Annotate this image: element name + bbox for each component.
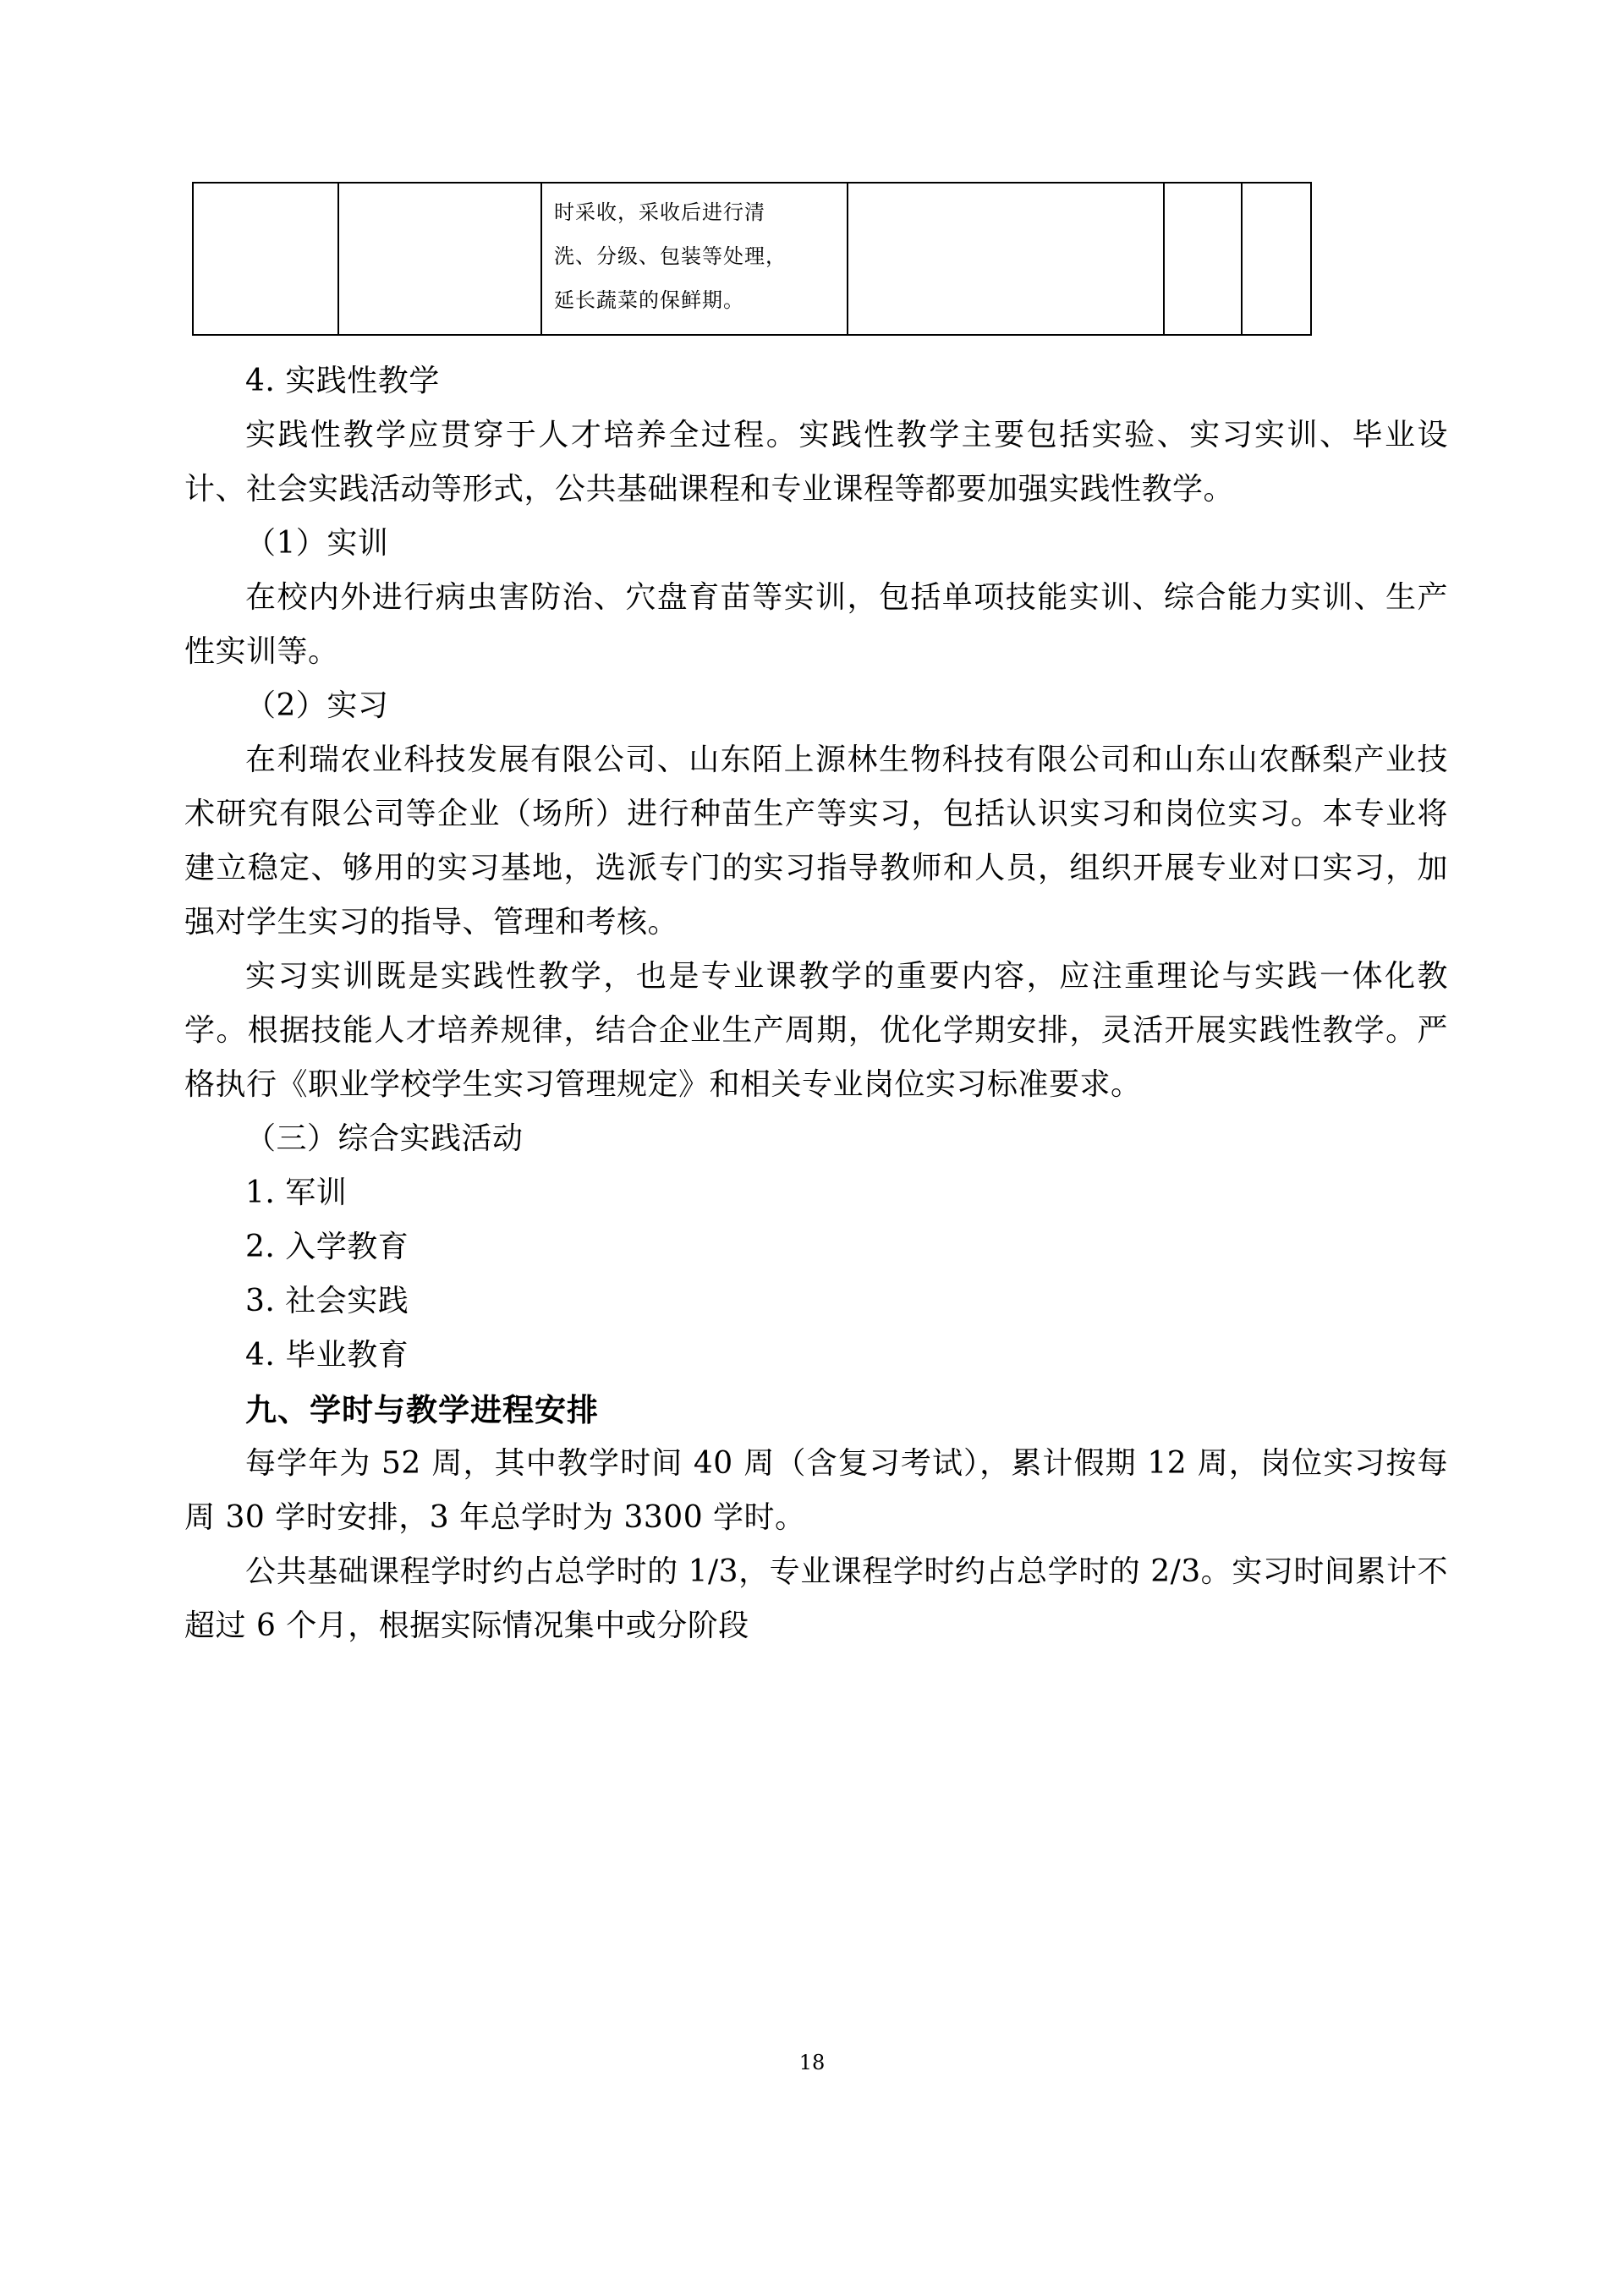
table-cell-col3-line2: 洗、分级、包装等处理， [554,244,787,268]
paragraph-internship-body: 在利瑞农业科技发展有限公司、山东陌上源林生物科技有限公司和山东山农酥梨产业技术研究有限公司等企业（场所）进行种苗生产等实习，包括认识实习和岗位实习。本专业将建立稳定、够用的实习基地，选派专门的实习指导教师和人员，组织开展专业对口实习，加强对学生实习的指导、管理和考核。 [184,743,1448,940]
paragraph-academic-year-hours: 每学年为 52 周，其中教学时间 40 周（含复习考试），累计假期 12 周，岗位实习按每周 30 学时安排，3 年总学时为 3300 学时。 [184,1446,1448,1535]
section-heading-credit-hours: 九、学时与教学进程安排 [245,1391,599,1428]
page-content [184,182,1448,1653]
table-row [193,183,1311,335]
table-cell-col5 [1164,183,1242,335]
paragraph-internship-note: 实习实训既是实践性教学，也是专业课教学的重要内容，应注重理论与实践一体化教学。根据技能人才培养规律，结合企业生产周期，优化学期安排，灵活开展实践性教学。严格执行《职业学校学生实习管理规定》和相关专业岗位实习标准要求。 [184,959,1448,1102]
course-content-table-fragment [192,182,1312,336]
table-cell-col4 [848,183,1164,335]
list-item-military-training: 1. 军训 [245,1175,348,1210]
paragraph-training-title: （1）实训 [245,526,389,561]
list-item-orientation-education: 2. 入学教育 [245,1230,409,1264]
table-cell-col3 [541,183,848,335]
paragraph-practical-teaching-body: 实践性教学应贯穿于人才培养全过程。实践性教学主要包括实验、实习实训、毕业设计、社会实践活动等形式，公共基础课程和专业课程等都要加强实践性教学。 [184,418,1448,507]
table-cell-col2 [338,183,541,335]
paragraph-course-hour-ratio: 公共基础课程学时约占总学时的 1/3，专业课程学时约占总学时的 2/3。实习时间累计不超过 6 个月，根据实际情况集中或分阶段 [184,1554,1448,1643]
table-cell-col1 [193,183,338,335]
page-number: 18 [798,2051,826,2074]
paragraph-comprehensive-activities-title: （三）综合实践活动 [245,1121,524,1156]
paragraph-training-body: 在校内外进行病虫害防治、穴盘育苗等实训，包括单项技能实训、综合能力实训、生产性实训等。 [184,580,1448,669]
list-item-graduation-education: 4. 毕业教育 [245,1338,409,1373]
paragraph-internship-title: （2）实习 [245,688,389,723]
body-text [184,354,1448,1653]
list-item-social-practice: 3. 社会实践 [245,1284,409,1318]
table-cell-col3-line3: 延长蔬菜的保鲜期。 [554,288,744,312]
table-cell-col3-line1: 时采收，采收后进行清 [554,200,765,224]
table-cell-col6 [1242,183,1311,335]
paragraph-practical-teaching-title: 4. 实践性教学 [245,364,440,398]
